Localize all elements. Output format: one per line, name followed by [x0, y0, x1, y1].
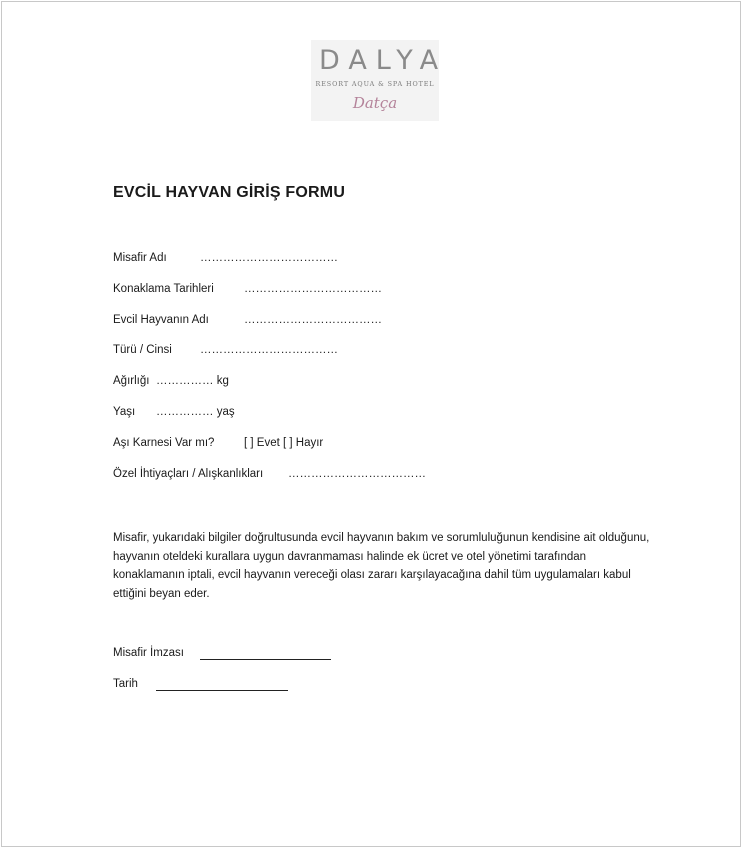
field-label: Yaşı [113, 406, 136, 418]
field-value: [ ] Evet [ ] Hayır [244, 437, 324, 449]
signature-label: Misafir İmzası [113, 647, 184, 659]
field-value: ……………………………… [200, 252, 338, 264]
field-value: ……………………………… [200, 344, 338, 356]
field-label: Konaklama Tarihleri [113, 283, 214, 295]
logo-script: Datça [352, 94, 398, 112]
hotel-logo [311, 40, 448, 121]
declaration-text: Misafir, yukarıdaki bilgiler doğrultusunda evcil hayvanın bakım ve sorumluluğunun kendisine ait olduğunu, hayvanın oteldeki kurallara uygun davranmaması halinde ek ücret ve otel yönetimi tarafından konaklamanın iptali, evcil hayvanın vereceği olası zararı karşılayacağına dahil tüm uygulamaları kabul ettiğini beyan eder. [113, 532, 650, 600]
field-value: ……………………………… [244, 283, 382, 295]
field-value: ……………………………… [288, 468, 426, 480]
field-value: …………… kg [156, 375, 229, 387]
field-label: Türü / Cinsi [113, 344, 172, 356]
field-value: ……………………………… [244, 314, 382, 326]
field-age [113, 406, 235, 418]
signature-line [200, 659, 331, 660]
field-value: …………… yaş [156, 406, 235, 418]
field-guest-name [113, 252, 338, 264]
form-title: EVCİL HAYVAN GİRİŞ FORMU [113, 184, 346, 201]
field-weight [113, 375, 229, 387]
field-special-needs [113, 468, 426, 480]
field-vaccination-card [113, 437, 324, 449]
field-label: Misafir Adı [113, 252, 167, 264]
field-label: Ağırlığı [113, 375, 150, 387]
logo-tagline: RESORT AQUA & SPA HOTEL [315, 80, 435, 88]
date-label: Tarih [113, 678, 138, 690]
document-page [1, 1, 741, 847]
logo-name: DALYA [319, 45, 448, 76]
date-line [156, 690, 288, 691]
field-stay-dates [113, 283, 382, 295]
field-species-breed [113, 344, 338, 356]
field-label: Aşı Karnesi Var mı? [113, 437, 215, 449]
field-label: Evcil Hayvanın Adı [113, 314, 209, 326]
field-pet-name [113, 314, 382, 326]
field-label: Özel İhtiyaçları / Alışkanlıkları [113, 468, 264, 480]
